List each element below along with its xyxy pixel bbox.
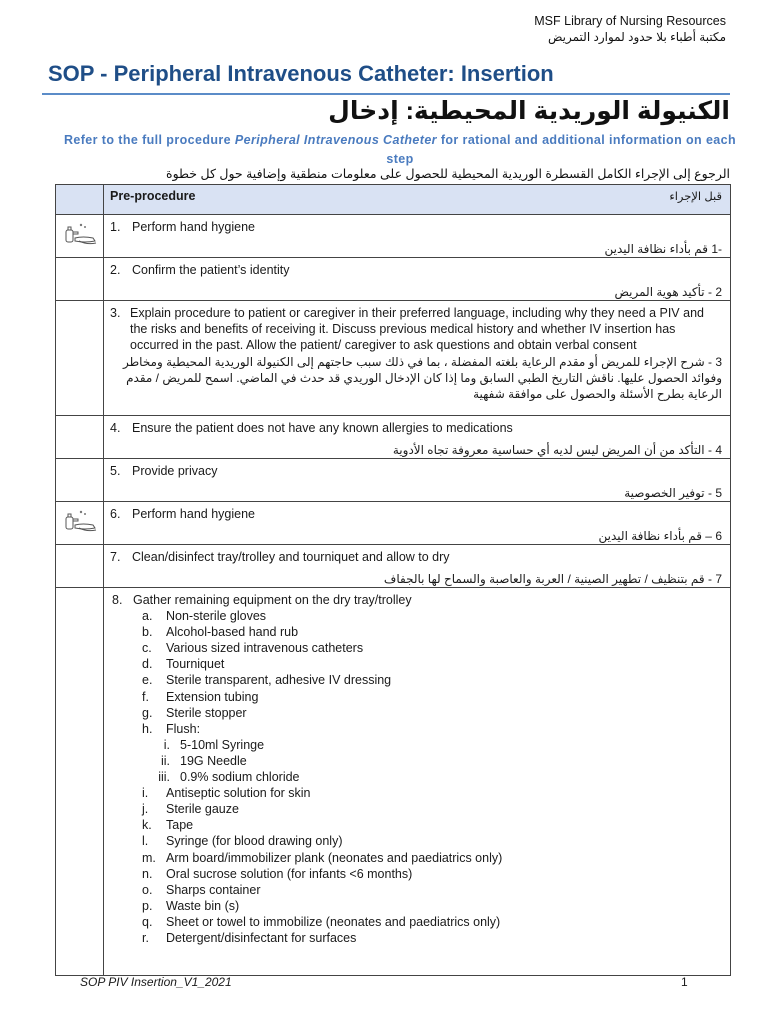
intro-after: for rational and additional information on each step [386,133,737,166]
step-cell [104,416,731,459]
procedure-table [55,184,731,976]
step-text-ar: 6 – قم بأداء نظافة اليدين [598,529,722,543]
step-number: 5. [110,464,121,478]
step-row [56,416,731,459]
step-row [56,545,731,588]
title-divider [42,93,730,95]
step-cell [104,459,731,502]
icon-cell [56,416,104,459]
step-cell [104,301,731,416]
step-cell [104,258,731,301]
sub-list-item: ii. 19G Needle [160,753,247,768]
step-text-ar: 5 - توفير الخصوصية [624,486,722,500]
icon-cell [56,545,104,588]
step-text: Ensure the patient does not have any known allergies to medications [132,421,513,435]
list-item: e. Sterile transparent, adhesive IV dressing [142,673,392,688]
intro-text [60,131,740,169]
sub-list-item: iii. 0.9% sodium chloride [158,770,300,785]
icon-cell [56,301,104,416]
icon-cell [56,215,104,258]
intro-before: Refer to the full procedure [63,133,235,147]
step-number: 3. [110,306,121,320]
list-item: g. Sterile stopper [142,705,247,720]
step-row [56,459,731,502]
list-item: f. Extension tubing [142,689,259,704]
list-item: a. Non-sterile gloves [142,609,267,624]
list-item: p. Waste bin (s) [142,898,240,913]
hand-hygiene-icon [61,219,99,247]
page-number: 1 [681,975,688,989]
step-cell [104,215,731,258]
step-number: 2. [110,263,121,277]
section-header-cell [104,185,731,215]
step-text-ar: 4 - التأكد من أن المريض ليس لديه أي حساسية معروفة تجاه الأدوية [392,443,722,457]
icon-cell [56,459,104,502]
page-title-ar: الكنيولة الوريدية المحيطية: إدخال [328,97,730,125]
list-item: k. Tape [142,818,194,833]
icon-cell [56,588,104,976]
list-item: n. Oral sucrose solution (for infants <6 months) [142,866,413,881]
step-number: 4. [110,421,121,435]
equipment-heading: Gather remaining equipment on the dry tray/trolley [133,593,412,607]
step-text-ar: 7 - قم بتنظيف / تطهير الصينية / العربة والعاصبة والسماح لها بالجفاف [383,572,722,586]
step-text: Explain procedure to patient or caregiver in their preferred language, including why they need a PIV and the risks and benefits of receiving it. Discuss previous medical history and whether IV insertion has occurred in the past. Allow the patient/ caregiver to ask questions and obtain verbal consent [130,306,704,352]
step-text-ar: 3 - شرح الإجراء للمريض أو مقدم الرعاية بلغته المفضلة ، بما في ذلك سبب حاجتهم إلى الكنيولة الوريدية المحيطية ومخاطر وفوائد الحصول عليها. ناقش التاريخ الطبي السابق وما إذا كان الإدخال الوريدي قد حدث في الماضي. اسمح للمريض / مقدم الرعاية بطرح الأسئلة والحصول على موافقة شفهية [122,355,722,401]
step-text: Confirm the patient’s identity [132,263,290,277]
step-number: 8. [112,593,123,607]
equipment-cell [104,588,731,976]
sub-list-item: i. 5-10ml Syringe [163,737,265,752]
step-row [56,258,731,301]
icon-cell [56,502,104,545]
step-row [56,215,731,258]
step-number: 7. [110,550,121,564]
section-header-row [56,185,731,215]
step-cell [104,545,731,588]
step-text-ar: -1 قم بأداء نظافة اليدين [604,242,722,256]
hand-hygiene-icon [61,506,99,534]
icon-cell [56,258,104,301]
list-item: q. Sheet or towel to immobilize (neonates and paediatrics only) [142,914,501,929]
equipment-row [56,588,731,976]
step-text: Perform hand hygiene [132,507,255,521]
list-item: c. Various sized intravenous catheters [142,641,364,656]
list-item: d. Tourniquet [142,657,225,672]
list-item: h. Flush: [142,721,201,736]
section-title: Pre-procedure [110,189,196,203]
step-cell [104,502,731,545]
step-text-ar: 2 - تأكيد هوية المريض [614,285,722,299]
list-item: m. Arm board/immobilizer plank (neonates and paediatrics only) [142,850,503,865]
list-item: i. Antiseptic solution for skin [142,786,311,801]
icon-cell [56,185,104,215]
step-row [56,502,731,545]
step-text: Provide privacy [132,464,218,478]
section-title-ar: قبل الإجراء [669,191,722,203]
intro-text-ar: الرجوع إلى الإجراء الكامل القسطرة الوريدية المحيطية للحصول على معلومات منطقية وإضافية حول كل خطوة [166,167,730,181]
step-row [56,301,731,416]
step-number: 1. [110,220,121,234]
list-item: b. Alcohol-based hand rub [142,625,299,640]
step-number: 6. [110,507,121,521]
list-item: j. Sterile gauze [142,802,239,817]
footer-document-id: SOP PIV Insertion_V1_2021 [80,975,232,989]
list-item: l. Syringe (for blood drawing only) [142,834,343,849]
list-item: r. Detergent/disinfectant for surfaces [142,930,357,945]
intro-procedure-link: Peripheral Intravenous Catheter [234,133,437,147]
library-name-en: MSF Library of Nursing Resources [534,14,726,28]
step-text: Perform hand hygiene [132,220,255,234]
step-text: Clean/disinfect tray/trolley and tourniquet and allow to dry [132,550,450,564]
library-name-ar: مكتبة أطباء بلا حدود لموارد التمريض [547,30,726,44]
list-item: o. Sharps container [142,882,261,897]
page-title: SOP - Peripheral Intravenous Catheter: Insertion [48,61,554,86]
